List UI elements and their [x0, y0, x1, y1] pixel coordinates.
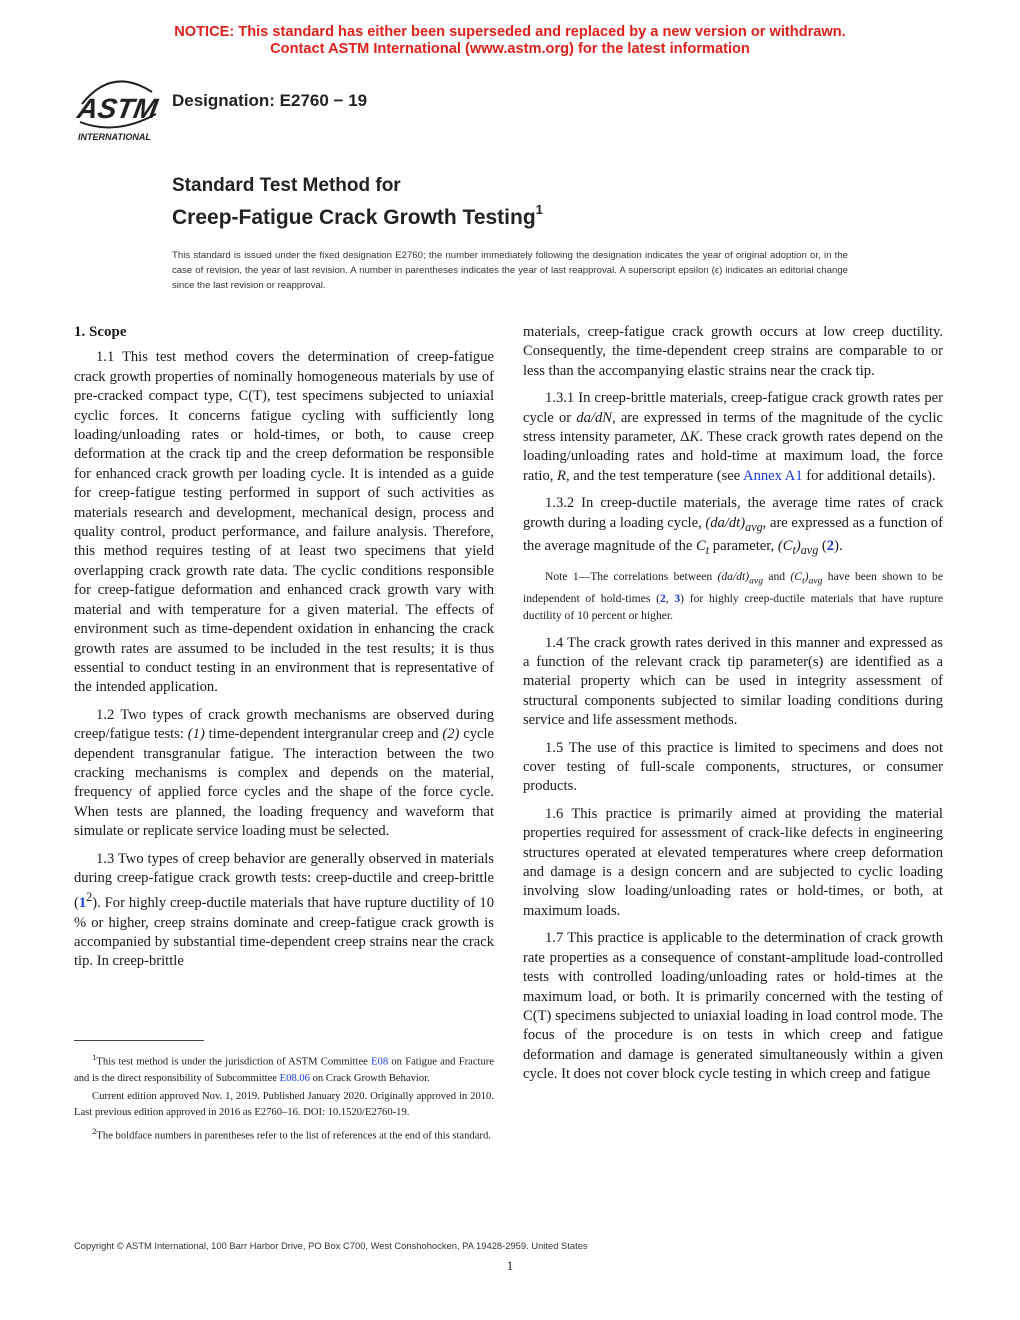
- para-1-4: 1.4 The crack growth rates derived in this manner and expressed as a function of the relevant crack tip parameter(s) are identified as a material property which can be used in integrity assessment of structural components subjected to similar loading conditions during service and life assessment methods.: [523, 634, 943, 729]
- note-1: Note 1—The correlations between $(da/dt)_{avg}$ and $(C_t)_{avg}$ have been shown to be independent of hold-times (2, 3) for highly creep-ductile materials that have rupture ductility of 10 percent or higher.: [523, 570, 944, 622]
- left-column: [74, 323, 494, 980]
- section-heading-scope: 1. Scope: [74, 324, 127, 340]
- subcommittee-link[interactable]: E08.06: [279, 1072, 310, 1084]
- para-1-1: 1.1 This test method covers the determination of creep-fatigue crack growth properties of nominally homogeneous materials by use of pre-cracked compact type, C(T), test specimens subjected to uniaxial cyclic forces. It concerns fatigue cycling with sufficiently long loading/unloading rates or hold-times, or both, to cause creep deformation at the crack tip and the creep deformation be responsible for enhanced crack growth per loading cycle. It is intended as a guide for creep-fatigue testing performed in support of such activities as materials research and development, mechanical design, process and quality control, product performance, and failure analysis. Therefore, this method requires testing of at least two specimens that yield overlapping crack growth rate data. The cyclic conditions responsible for creep-fatigue deformation and enhanced crack growth vary with material and with temperature for a given material. The effects of environment such as time-dependent oxidation in enhancing the crack growth rates are assumed to be included in the test results; it is thus essential to conduct testing in an environment that is representative of the intended application.: [74, 349, 494, 696]
- issue-statement: This standard is issued under the fixed designation E2760; the number immediately following the designation indicates the year of original adoption or, in the case of revision, the year of last revision. A number in parentheses indicates the year of last reapproval. A superscript epsilon (ε) indicates an editorial change since the last revision or reapproval.: [172, 250, 848, 291]
- right-column: [523, 323, 943, 1093]
- astm-logo-icon: [72, 74, 164, 144]
- footnotes: [74, 1040, 494, 1146]
- title-footnote-mark: 1: [535, 202, 543, 217]
- footnote-rule: [74, 1040, 204, 1041]
- para-1-3-1: 1.3.1 In creep-brittle materials, creep-fatigue crack growth rates per cycle or da/dN, are expressed in terms of the magnitude of the cyclic stress intensity parameter, ΔK. These crack growth rates depend on the loading/unloading rates and hold-time at maximum load, the force ratio, R, and the test temperature (see Annex A1 for additional details).: [523, 390, 943, 484]
- notice-banner: [0, 24, 1020, 58]
- title-line-2: [172, 198, 543, 232]
- ref-link[interactable]: 2: [826, 537, 835, 554]
- notice-line-2: Contact ASTM International (www.astm.org) for the latest information: [270, 41, 750, 57]
- notice-line-1: NOTICE: This standard has either been superseded and replaced by a new version or withdrawn.: [174, 24, 846, 40]
- logo-subtext: INTERNATIONAL: [78, 132, 151, 142]
- ref-link[interactable]: 2: [659, 591, 666, 605]
- footnote-1: $^1$This test method is under the jurisdiction of ASTM Committee E08 on Fatigue and Fracture and is the direct responsibility of Subcommittee E08.06 on Crack Growth Behavior.: [74, 1052, 494, 1084]
- para-1-3-cont: materials, creep-fatigue crack growth occurs at low creep ductility. Consequently, the time-dependent creep strains are comparable to or less than the accompanying elastic strains near the crack tip.: [523, 324, 943, 379]
- title-line-1: Standard Test Method for: [172, 175, 401, 196]
- para-1-3: 1.3 Two types of creep behavior are generally observed in materials during creep-fatigue crack growth tests: creep-ductile and creep-brittle $(1^2)$. For highly creep-ductile materials that have rupture ductility of 10 % or higher, creep strains dominate and creep-fatigue crack growth is accompanied by substantial time-dependent creep strains near the crack tip. In creep-brittle: [74, 850, 494, 970]
- document-title: [172, 174, 543, 232]
- para-1-6: 1.6 This practice is primarily aimed at providing the material properties required for assessment of crack-like defects in engineering structures operated at elevated temperatures where creep deformation and damage is a design concern and are subjected to cyclic loading involving slow loading/unloading rates or hold-times, or both, at maximum loads.: [523, 805, 943, 919]
- astm-logo: [72, 74, 164, 144]
- committee-link[interactable]: E08: [371, 1056, 389, 1068]
- title-text: Creep-Fatigue Crack Growth Testing: [172, 206, 536, 229]
- annex-link[interactable]: Annex A1: [743, 467, 803, 484]
- ref-link[interactable]: 1: [78, 895, 87, 912]
- footnote-1-edition: Current edition approved Nov. 1, 2019. Published January 2020. Originally approved in 2010. Last previous edition approved in 2016 as E2760–16. DOI: 10.1520/E2760-19.: [74, 1090, 494, 1118]
- logo-letters: ASTM: [75, 92, 161, 124]
- para-1-2: 1.2 Two types of crack growth mechanisms are observed during creep/fatigue tests: (1) time-dependent intergranular creep and (2) cycle dependent transgranular fatigue. The interaction between the two cracking mechanisms is complex and depends on the material, frequency of applied force cycles and the shape of the force cycle. When tests are planned, the loading frequency and waveform that simulate or replicate service loading must be selected.: [74, 706, 494, 840]
- ref-link[interactable]: 3: [674, 591, 681, 605]
- footnote-2: $^2$The boldface numbers in parentheses refer to the list of references at the end of this standard.: [92, 1125, 491, 1142]
- para-1-5: 1.5 The use of this practice is limited to specimens and does not cover testing of full-scale components, structures, or consumer products.: [523, 739, 943, 795]
- para-1-7: 1.7 This practice is applicable to the determination of crack growth rate properties as a consequence of constant-amplitude load-controlled tests with controlled loading/unloading rates or hold-times at the maximum load, or both. It is primarily concerned with the testing of C(T) specimens subjected to uniaxial loading in load control mode. The focus of the procedure is on tests in which creep and fatigue deformation and damage is generated simultaneously within a given cycle. It does not cover block cycle testing in which creep and fatigue: [523, 930, 943, 1083]
- page-number: 1: [506, 1258, 514, 1273]
- copyright: Copyright © ASTM International, 100 Barr Harbor Drive, PO Box C700, West Conshohocken, PA 19428-2959. United States: [74, 1240, 588, 1251]
- para-1-3-2: 1.3.2 In creep-ductile materials, the average time rates of crack growth during a loading cycle, $(da/dt)_{avg}$, are expressed as a function of the average magnitude of the $C_t$ parameter, $(C_t)_{avg}$ (2).: [523, 495, 943, 557]
- designation: Designation: E2760 − 19: [172, 91, 368, 110]
